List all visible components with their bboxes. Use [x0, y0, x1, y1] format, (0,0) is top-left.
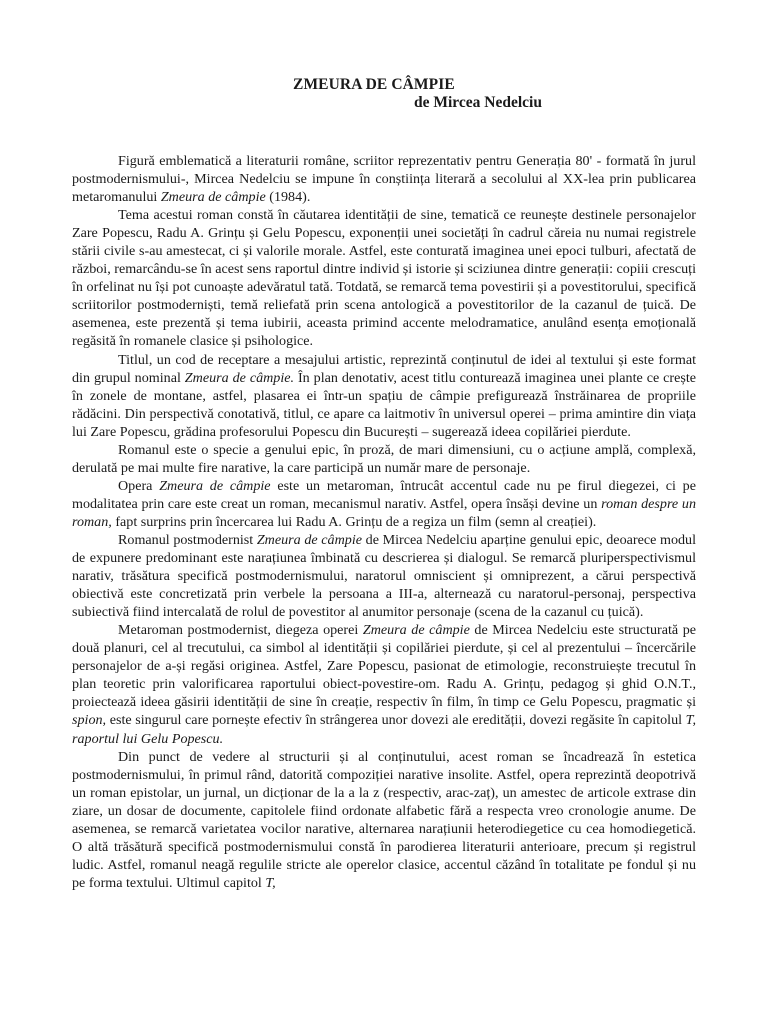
text-run: Din punct de vedere al structurii și al conținutului, acest roman se încadrează în estetica postmodernismului, în primul rând, datorită compoziției narative insolite. Astfel, opera reprezintă deopotrivă un roman epistolar, un jurnal, un dicționar de la a la z (respectiv, arac-zaț), un amestec de articole extrase din ziare, un dosar de documente, capitolele fiind ordonate alfabetic fără a respecta vreo cronologie anume. De asemenea, se remarcă varietatea vocilor narative, alternarea narațiunii heterodiegetice cu cea homodiegetică. O altă trăsătură specifică postmodernismului constă în parodierea literaturii anterioare, precum și registrul ludic. Astfel, romanul neagă regulile stricte ale operelor clasice, accentul căzând în totalitate pe fondul și nu pe forma textului. Ultimul capitol — [72, 748, 696, 891]
paragraph — [72, 441, 696, 477]
italic-text: spion, — [72, 712, 107, 729]
text-run: Metaroman postmodernist, diegeza operei — [118, 622, 363, 639]
document-title: ZMEURA DE CÂMPIE — [293, 76, 455, 93]
text-run: (1984). — [265, 189, 311, 206]
italic-text: Zmeura de câmpie — [362, 622, 470, 639]
paragraph — [72, 621, 696, 747]
text-run: Tema acestui roman constă în căutarea identității de sine, tematică ce reunește destinele personajelor Zare Popescu, Radu A. Grințu și Gelu Popescu, exponenții unei societăți în cadrul căreia nu numai registrele stării civile s-au amestecat, ci și valorile morale. Astfel, este conturată imaginea unei epoci tulburi, afectată de război, remarcându-se în acest sens raportul dintre individ și istorie și sciziunea dintre generații: copiii crescuți în orfelinat nu își pot cunoaște adevăratul tată. Totdată, se remarcă tema povestirii și a povestitorului, specifică scriitorilor postmoderniști, temă reliefată prin scena antologică a povestitorilor de la cazanul de țuică. De asemenea, este prezentă și tema iubirii, aceasta primind accente melodramatice, anulând esența emoțională regăsită în romanele clasice și psihologice. — [72, 207, 696, 350]
paragraph — [72, 351, 696, 441]
text-run: este singurul care pornește efectiv în strângerea unor dovezi ale eredității, dovezi regăsite în capitolul — [106, 712, 686, 729]
text-run: Romanul este o specie a genului epic, în proză, de mari dimensiuni, cu o acțiune amplă, complexă, derulată pe mai multe fire narative, la care participă un număr mare de personaje. — [72, 441, 696, 476]
text-run: de Mircea Nedelciu este structurată pe două planuri, cel al trecutului, ca simbol al identității și copilăriei pierdute, și cel al prezentului – încercările personajelor de a-și regăsi originea. Astfel, Zare Popescu, pasionat de etimologie, reconstruiește trecutul în plan teoretic prin valorificarea raportului obiect-povestire-om. Radu A. Grințu, pedagog și ghid O.N.T., proiectează ideea găsirii identității de sine în creație, respectiv în film, în timp ce Gelu Popescu, pragmatic și — [72, 622, 696, 711]
paragraph — [72, 531, 696, 621]
text-run: Opera — [118, 477, 160, 494]
italic-text: T, — [265, 874, 276, 891]
italic-text: Zmeura de câmpie — [160, 189, 266, 206]
paragraph — [72, 477, 696, 531]
text-run: de Mircea Nedelciu aparține genului epic, deoarece modul de expunere predominant este narațiunea îmbinată cu descrierea și dialogul. Se remarcă pluriperspectivismul narativ, trăsătura specifică postmodernismului, naratorul omniscient și omniprezent, a cărui perspectivă obiectivă este concretizată prin verbele la persoana a III-a, alternează cu naratorul-personaj, perspectiva subiectivă fiind intercalată de rolul de povestitor al anumitor personaje (scena de la cazanul cu țuică). — [72, 531, 696, 621]
italic-text: Zmeura de câmpie — [159, 477, 271, 494]
document-author: de Mircea Nedelciu — [414, 94, 542, 111]
document-body — [72, 152, 696, 892]
text-run: Romanul postmodernist — [118, 531, 257, 548]
italic-text: T, raportul lui Gelu Popescu. — [72, 712, 696, 747]
text-run: fapt surprins prin încercarea lui Radu A. Grințu de a regiza un film (semn al creației). — [111, 513, 597, 530]
italic-text: Zmeura de câmpie. — [184, 369, 295, 386]
text-run: Figură emblematică a literaturii române, scriitor reprezentativ pentru Generația 80' - formată în jurul postmodernismului-, Mircea Nedelciu se impune în conștiința literară a secolului al XX-lea prin publicarea metaromanului — [72, 153, 696, 206]
text-run: În plan denotativ, acest titlu conturează imaginea unei plante ce crește în zonele de montane, astfel, plasarea ei într-un spațiu de câmpie prefigurează înstrăinarea de propriile rădăcini. Din perspectivă conotativă, titlul, ce apare ca laitmotiv în universul operei – prima amintire din viața lui Zare Popescu, grădina profesorului Popescu din București – sugerează ideea copilăriei pierdute. — [72, 369, 696, 440]
text-run: Titlul, un cod de receptare a mesajului artistic, reprezintă conținutul de idei al textului și este format din grupul nominal — [72, 351, 696, 386]
paragraph — [72, 206, 696, 350]
paragraph — [72, 152, 696, 206]
italic-text: roman despre un roman, — [72, 495, 696, 530]
paragraph — [72, 748, 696, 892]
text-run: este un metaroman, întrucât accentul cade nu pe firul diegezei, ci pe modalitatea prin care este creat un roman, mecanismul narativ. Astfel, opera însăși devine un — [72, 477, 696, 512]
italic-text: Zmeura de câmpie — [256, 531, 362, 548]
